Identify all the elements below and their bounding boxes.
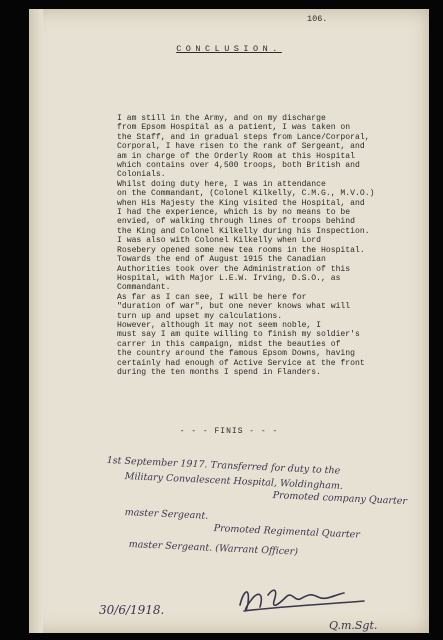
body-line: Authorities took over the Administration of this [117,264,351,274]
handwritten-note-line: Military Convalescent Hospital, Woldingham. [124,471,344,492]
page-binding-edge [29,9,43,633]
body-line: I am still in the Army, and on my discharge [117,114,326,123]
handwritten-note-line: master Sergeant. [124,507,209,522]
body-line: I was also with Colonel Kilkelly when Lord [117,236,321,246]
body-line: carrer in this campaign, midst the beauties of [117,339,341,349]
body-line: from Epsom Hospital as a patient, I was taken on [117,123,351,133]
handwritten-note-line: Promoted Regimental Quarter [213,523,361,541]
signature-title: Q.m.Sgt. [329,619,378,632]
body-text [117,114,374,377]
body-line: Whilst doing duty here, I was in attendance [117,179,326,189]
body-line: the country around the famous Epsom Downs, having [117,349,355,359]
handwritten-date: 30/6/1918. [99,603,165,617]
document-page [29,9,429,633]
body-line: Colonials. [117,170,166,180]
body-line: must say I am quite willing to finish my soldier's [117,330,360,340]
body-line: certainly had enough of Active Service at the front [117,358,365,368]
body-line: However, although it may not seem noble, I [117,320,321,330]
body-line: on the Commandant, (Colonel Kilkelly, C.M.G., M.V.O.) [117,189,375,199]
body-line: Hospital, with Major L.E.W. Irving, D.S.O., as [117,273,341,283]
body-line: As far as I can see, I will be here for [117,292,307,302]
body-line: Rosebery opened some new tea rooms in the Hospital. [117,245,365,255]
body-line: envied, of walking through lines of troops behind [117,217,355,227]
finis-marker: - - - FINIS - - - [179,427,279,436]
handwritten-note-line: master Sergeant. (Warrant Officer) [128,539,299,558]
page-title: CONCLUSION. [176,44,282,54]
body-line: Corporal, I have risen to the rank of Sergeant, and [117,142,365,152]
signature-scribble [234,581,374,621]
body-line: the King and Colonel Kilkelly during his Inspection. [117,226,370,236]
handwritten-note-line: 1st September 1917. Transferred for duty to the [106,455,341,477]
body-line: turn up and upset my calculations. [117,311,283,321]
body-line: during the ten months I spend in Flanders. [117,367,321,377]
body-line: the Staff, and in gradual steps from Lance/Corporal, [117,132,370,142]
body-line: I had the experience, which is by no means to be [117,208,351,218]
handwritten-note-line: Promoted company Quarter [272,490,408,508]
body-line: which contains over 4,500 troops, both British and [117,161,360,171]
body-line: "duration of war", but one never knows what will [117,302,351,312]
body-line: am in charge of the Orderly Room at this Hospital [117,151,355,161]
body-line: when His Majesty the King visited the Hospital, and [117,198,365,208]
page-number: 106. [307,14,328,24]
body-line: Commandant. [117,283,171,293]
body-line: Towards the end of August 1915 the Canadian [117,255,326,265]
